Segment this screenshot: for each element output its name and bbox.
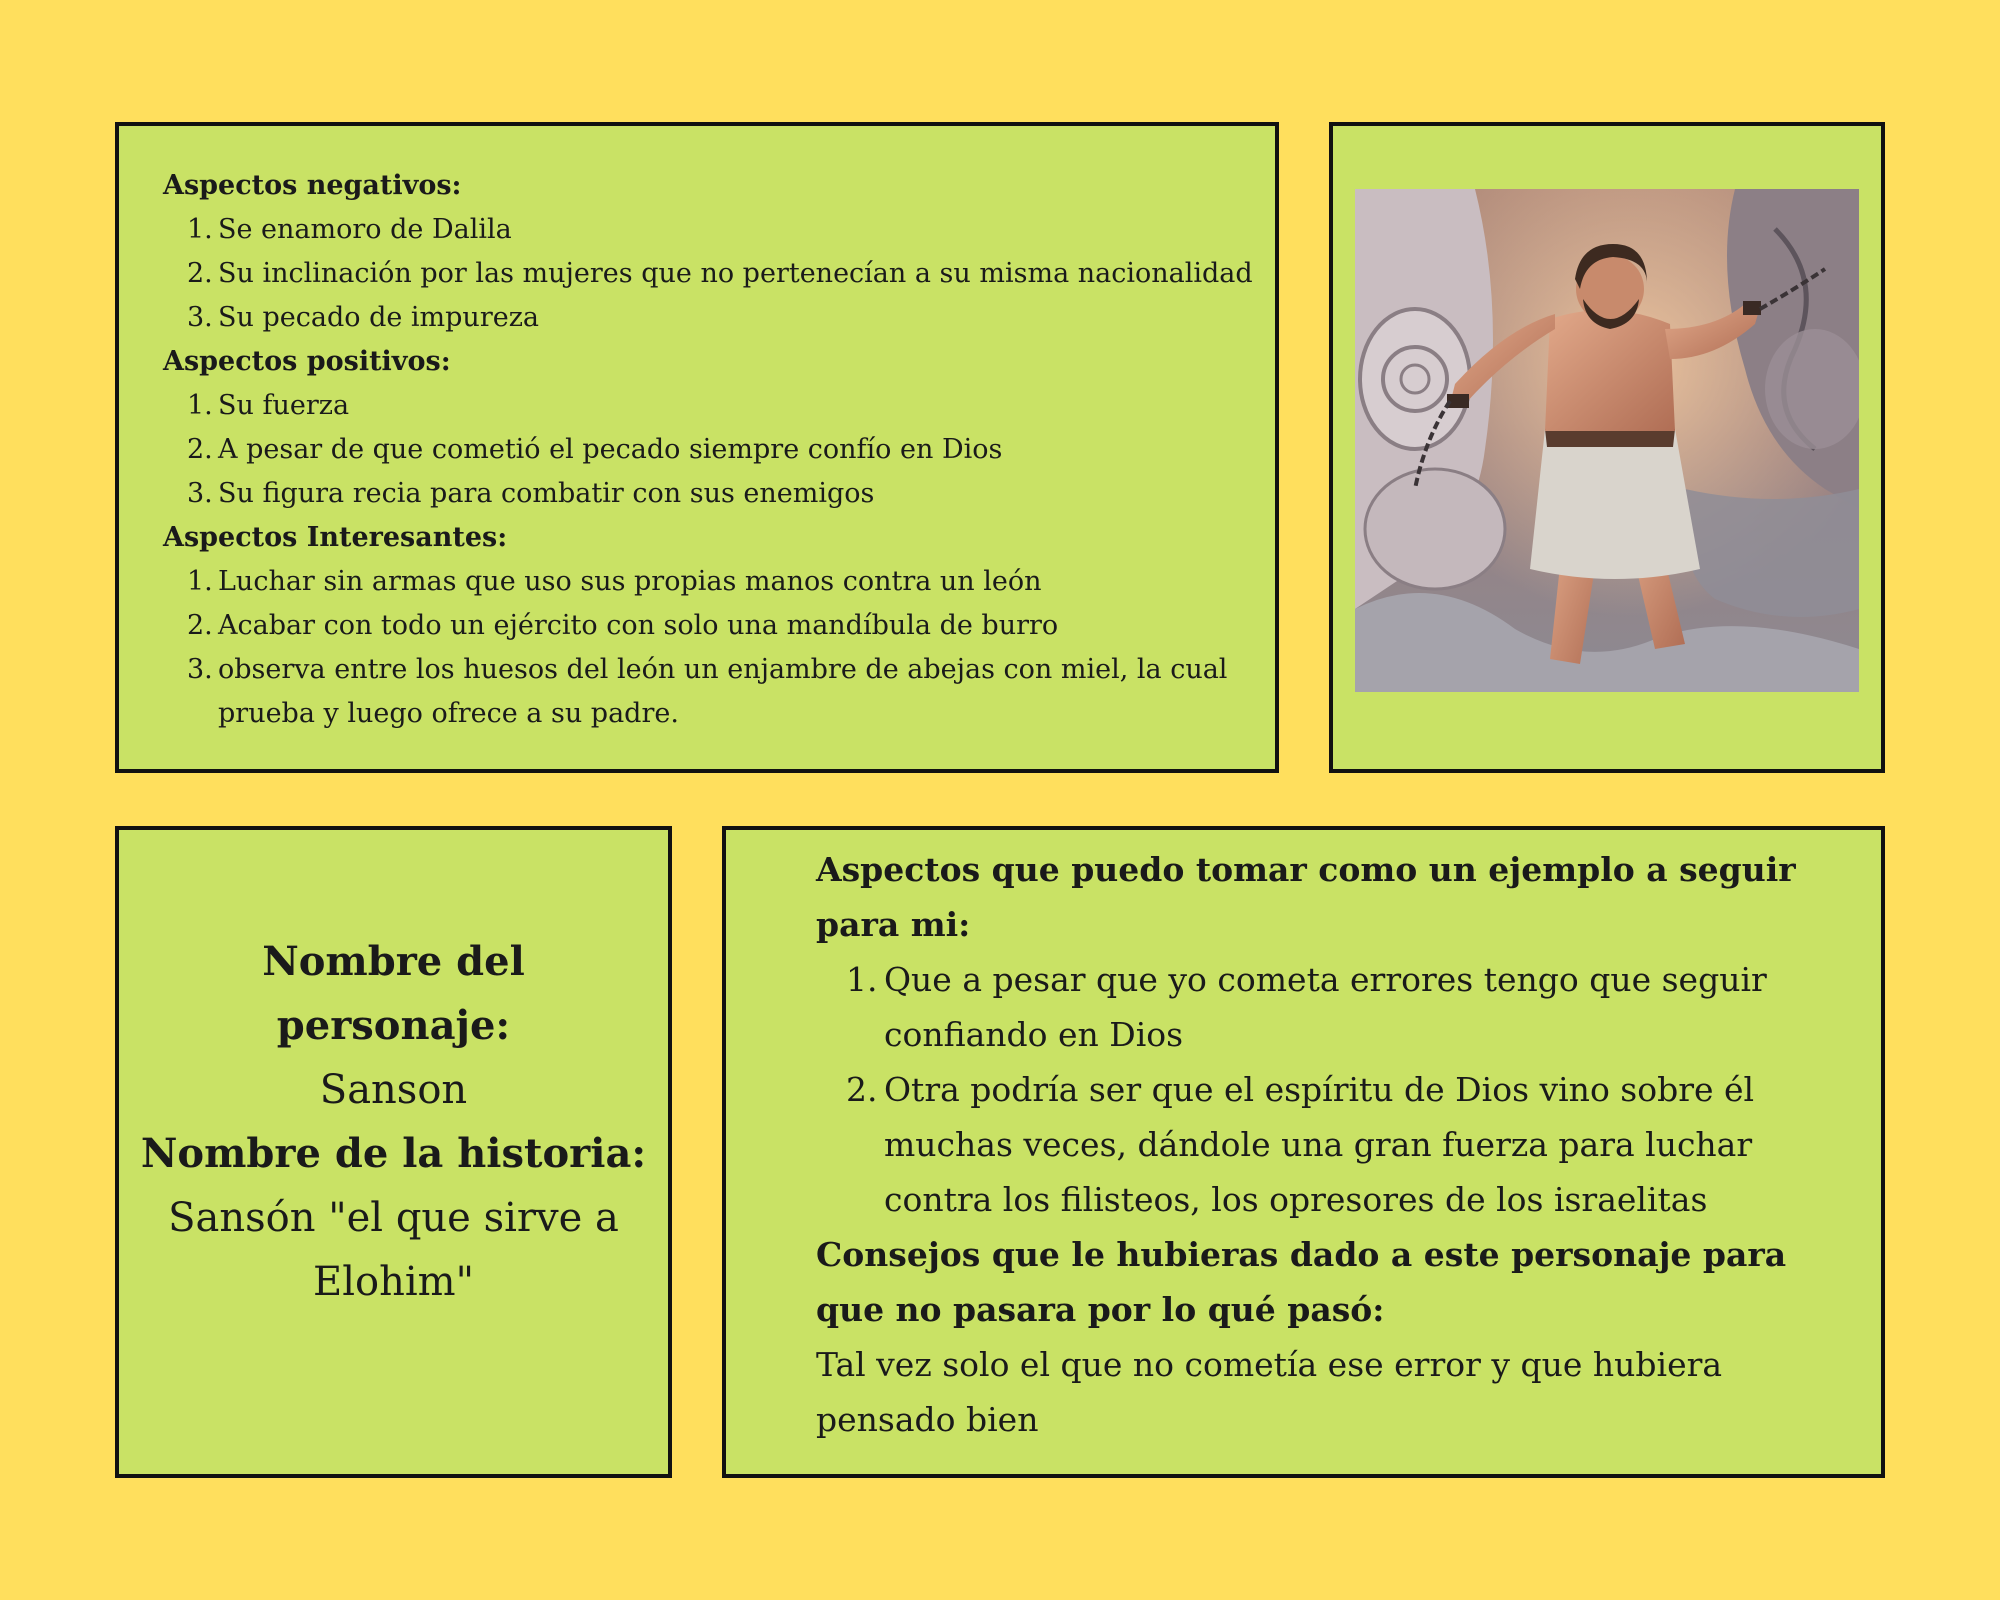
interesting-aspects-title: Aspectos Interesantes: <box>163 522 508 553</box>
list-item: 3. Su pecado de impureza <box>187 302 540 333</box>
story-name-cont: Elohim" <box>313 1259 474 1305</box>
character-label-cont: personaje: <box>276 1002 511 1049</box>
list-item: 1. Su fuerza <box>187 390 350 421</box>
character-name: Sanson <box>319 1067 468 1113</box>
example-title: Aspectos que puedo tomar como un ejemplo a seguir para mi: <box>816 850 1796 944</box>
name-panel <box>115 826 672 1478</box>
list-item: 1. Luchar sin armas que uso sus propias manos contra un león <box>187 566 1042 597</box>
advice-text: Tal vez solo el que no cometía ese error y que hubiera pensado bien <box>816 1345 1723 1439</box>
positive-aspects-title: Aspectos positivos: <box>163 346 451 377</box>
negative-aspects-title: Aspectos negativos: <box>163 170 462 201</box>
list-item: 1. Que a pesar que yo cometa errores tengo que seguir confiando en Dios <box>846 960 1767 1054</box>
image-panel <box>1329 122 1885 773</box>
list-item: 1. Se enamoro de Dalila <box>187 214 512 245</box>
lessons-panel <box>722 826 1885 1478</box>
story-label: Nombre de la historia: <box>140 1130 647 1177</box>
story-name: Sansón "el que sirve a <box>168 1195 619 1241</box>
samson-illustration <box>1355 189 1859 692</box>
advice-title: Consejos que le hubieras dado a este personaje para que no pasara por lo qué pasó: <box>816 1235 1787 1329</box>
list-item: 3. Su figura recia para combatir con sus enemigos <box>187 478 875 509</box>
list-item: 2. A pesar de que cometió el pecado siempre confío en Dios <box>187 434 1003 465</box>
aspects-panel <box>115 122 1279 773</box>
name-block <box>119 930 668 1314</box>
list-item: 2. Acabar con todo un ejército con solo una mandíbula de burro <box>187 610 1059 641</box>
list-item: 3. observa entre los huesos del león un enjambre de abejas con miel, la cual prueba y luego ofrece a su padre. <box>187 654 1228 729</box>
list-item: 2. Su inclinación por las mujeres que no pertenecían a su misma nacionalidad <box>187 258 1253 289</box>
interesting-aspects-list <box>163 560 1255 736</box>
negative-aspects-list <box>163 208 1255 340</box>
positive-aspects-list <box>163 384 1255 516</box>
list-item: 2. Otra podría ser que el espíritu de Dios vino sobre él muchas veces, dándole una gran fuerza para luchar contra los filisteos, los opresores de los israelitas <box>846 1070 1755 1219</box>
example-list <box>816 952 1851 1227</box>
character-label: Nombre del <box>262 938 525 985</box>
